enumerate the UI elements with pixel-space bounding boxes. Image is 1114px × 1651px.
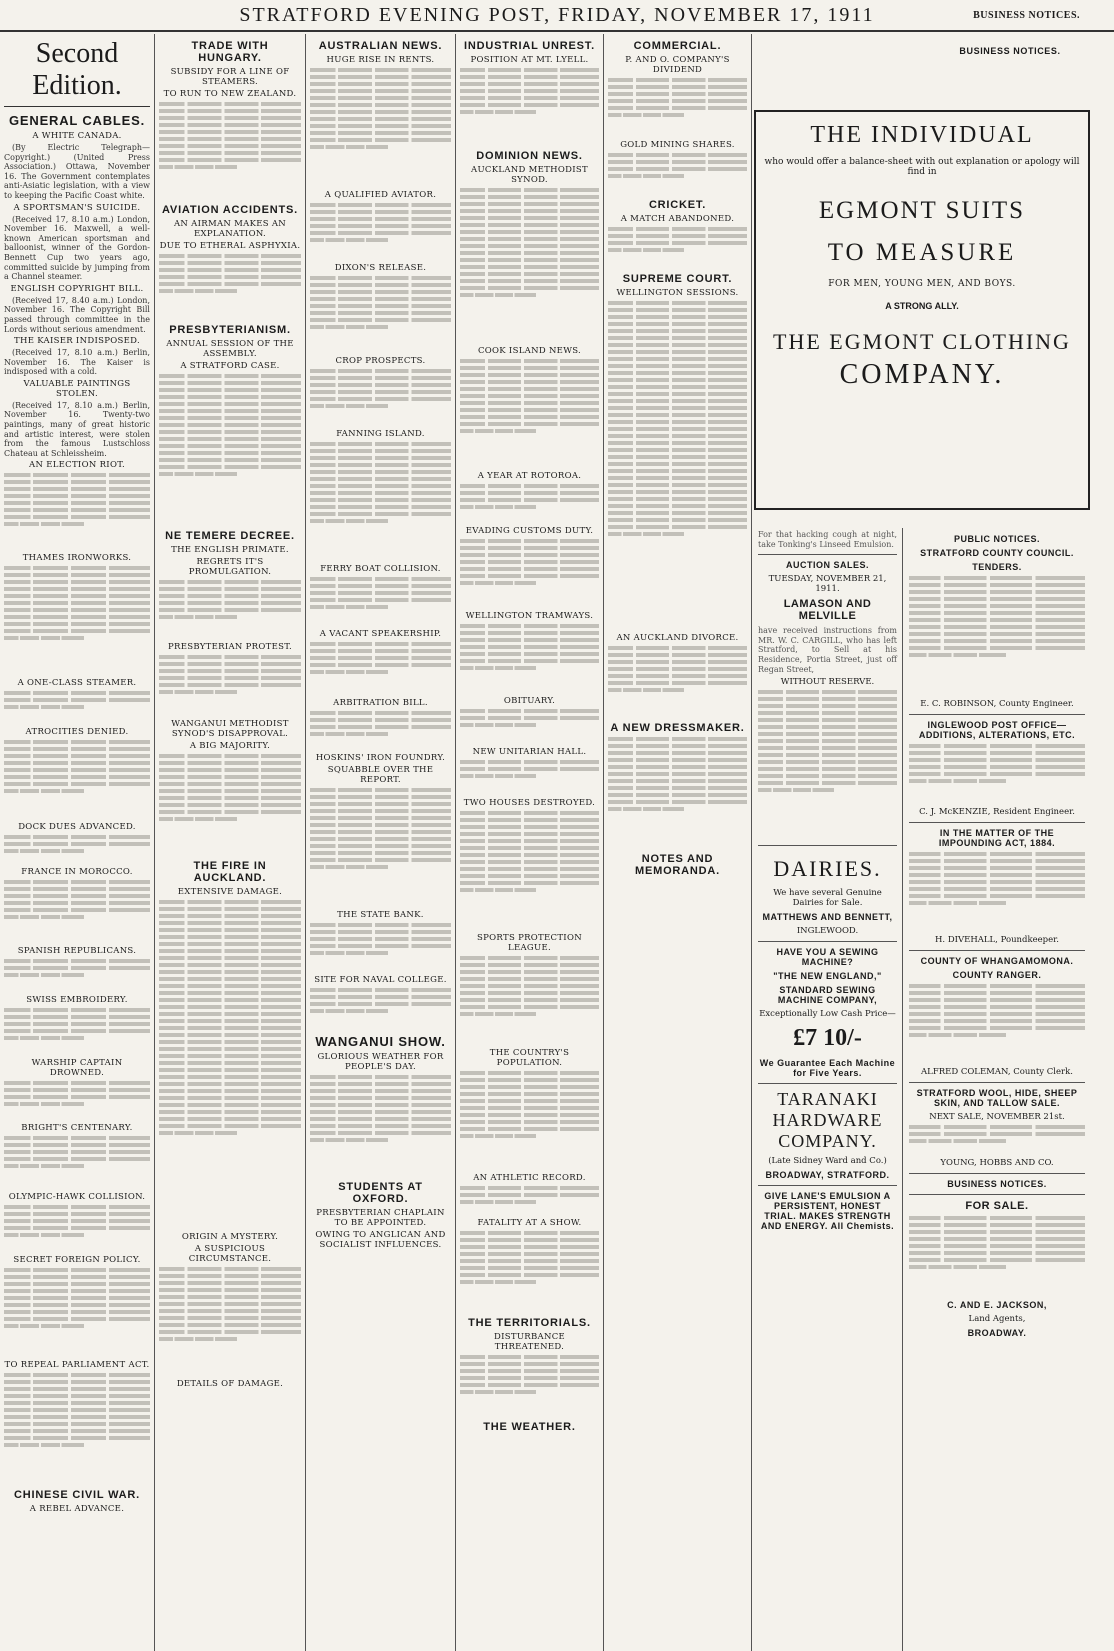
engineer-signature: E. C. ROBINSON, County Engineer. — [920, 699, 1074, 709]
text-block — [460, 1186, 599, 1216]
text-block — [4, 880, 150, 944]
business-notices-heading: BUSINESS NOTICES. — [947, 1179, 1047, 1189]
ad-company-name: COMPANY. — [839, 359, 1005, 390]
text-block — [460, 956, 599, 1046]
column-general-cables — [0, 34, 154, 1651]
text-block — [4, 566, 150, 676]
section-heading: SUPREME COURT. — [622, 273, 733, 285]
text-block — [4, 1008, 150, 1056]
sewing-machine-name: "THE NEW ENGLAND," — [773, 971, 882, 982]
text-block — [460, 811, 599, 931]
story-heading: A SPORTSMAN'S SUICIDE. — [13, 202, 141, 213]
ad-headline: EGMONT SUITS — [818, 197, 1026, 224]
story-heading: AN AIRMAN MAKES AN EXPLANATION. — [173, 219, 287, 239]
text-block — [608, 301, 747, 631]
story-heading: TO REPEAL PARLIAMENT ACT. — [4, 1360, 150, 1371]
story-heading: COOK ISLAND NEWS. — [477, 346, 582, 356]
story-heading: WELLINGTON SESSIONS. — [616, 288, 739, 298]
section-heading: THE WEATHER. — [483, 1421, 576, 1433]
story-heading: EXTENSIVE DAMAGE. — [177, 887, 283, 897]
ad-text: who would offer a balance-sheet with out explanation or apology will find in — [764, 157, 1080, 177]
sewing-price: £7 10/- — [793, 1025, 862, 1052]
taranaki-heading: COMPANY. — [778, 1131, 877, 1152]
text-block — [159, 655, 301, 717]
taranaki-heading: HARDWARE — [772, 1110, 883, 1131]
agents-sub: Land Agents, — [968, 1314, 1026, 1324]
story-heading: AN ELECTION RIOT. — [29, 460, 125, 471]
story-heading: ANNUAL SESSION OF THE ASSEMBLY. — [166, 339, 294, 359]
sewing-heading: HAVE YOU A SEWING MACHINE? — [776, 947, 879, 968]
story-heading: THE STATE BANK. — [337, 910, 424, 920]
masthead-title: STRATFORD EVENING POST, FRIDAY, NOVEMBER 17, 1911 — [239, 4, 875, 26]
text-block — [4, 1081, 150, 1121]
text-block — [4, 473, 150, 551]
story-heading: THE COUNTRY'S POPULATION. — [489, 1048, 570, 1068]
column-australian-news — [306, 34, 455, 1651]
section-heading: INDUSTRIAL UNREST. — [464, 40, 595, 52]
for-sale-heading: FOR SALE. — [965, 1200, 1029, 1212]
wool-sale-heading: STRATFORD WOOL, HIDE, SHEEP SKIN, AND TALLOW SALE. — [916, 1088, 1078, 1108]
lanes-emulsion-ad: GIVE LANE'S EMULSION A PERSISTENT, HONEST TRIAL. MAKES STRENGTH AND ENERGY. All Chemists. — [760, 1191, 895, 1232]
story-heading: A ONE-CLASS STEAMER. — [17, 678, 137, 689]
text-block — [608, 153, 747, 193]
divider — [758, 845, 897, 846]
column-industrial-dominion — [456, 34, 603, 1651]
ranger-heading: COUNTY RANGER. — [952, 970, 1042, 980]
public-notices-heading: PUBLIC NOTICES. — [953, 534, 1040, 544]
story-heading: DISTURBANCE THREATENED. — [493, 1332, 566, 1352]
text-block — [758, 690, 897, 840]
business-notices-label: BUSINESS NOTICES. — [959, 46, 1061, 56]
text-block — [159, 102, 301, 198]
story-heading: AUCKLAND METHODIST SYNOD. — [471, 165, 588, 185]
divider — [909, 950, 1085, 951]
clerk-signature: ALFRED COLEMAN, County Clerk. — [921, 1067, 1073, 1077]
story-heading: AN AUCKLAND DIVORCE. — [616, 633, 739, 643]
post-office-heading: INGLEWOOD POST OFFICE—ADDITIONS, ALTERATIONS, ETC. — [918, 720, 1076, 740]
story-heading: FANNING ISLAND. — [336, 429, 425, 439]
section-heading: WANGANUI SHOW. — [315, 1034, 446, 1049]
story-heading: SQUABBLE OVER THE REPORT. — [327, 765, 434, 785]
text-block — [310, 276, 451, 354]
story-heading: FRANCE IN MOROCCO. — [21, 867, 133, 878]
text-block — [460, 1231, 599, 1311]
taranaki-note: (Late Sidney Ward and Co.) — [768, 1156, 887, 1167]
ads-column-public-notices — [904, 530, 1090, 1651]
story-heading: SPANISH REPUBLICANS. — [17, 946, 137, 957]
story-heading: TO RUN TO NEW ZEALAND. — [163, 89, 297, 99]
section-heading: AUSTRALIAN NEWS. — [318, 40, 443, 52]
auction-reserve: WITHOUT RESERVE. — [780, 677, 875, 688]
story-heading: ORIGIN A MYSTERY. — [181, 1232, 279, 1242]
story-heading: P. AND O. COMPANY'S DIVIDEND — [625, 55, 730, 75]
story-heading: HUGE RISE IN RENTS. — [326, 55, 435, 65]
text-block — [608, 227, 747, 267]
masthead — [0, 0, 1114, 30]
text-block — [4, 1268, 150, 1358]
text-block — [608, 78, 747, 138]
auctioneer-name: LAMASON AND MELVILLE — [783, 598, 872, 623]
auction-text: have received instructions from MR. W. C. CARGILL, who has left Stratford, to Sell at his Residence, Portia Street, just off Regan Street, — [758, 626, 897, 674]
story-heading: AN ATHLETIC RECORD. — [473, 1173, 586, 1183]
story-body: (Received 17, 8.10 a.m.) Berlin, November 16. Twenty-two paintings, many of great historic and artistic interest, were stolen from the famous Lustschloss Chateau at Schleissheim. — [4, 400, 150, 458]
wool-firm: YOUNG, HOBBS AND CO. — [940, 1158, 1054, 1168]
ad-company-name: THE EGMONT CLOTHING — [773, 329, 1071, 354]
sewing-company: STANDARD SEWING MACHINE COMPANY, — [777, 985, 878, 1006]
text-block — [909, 984, 1085, 1064]
divider — [909, 714, 1085, 715]
story-heading: CROP PROSPECTS. — [335, 356, 426, 366]
story-heading: SITE FOR NAVAL COLLEGE. — [314, 975, 447, 985]
section-heading: THE TERRITORIALS. — [468, 1317, 591, 1329]
column-commercial — [604, 34, 751, 1651]
text-block — [310, 788, 451, 908]
column-trade-aviation — [155, 34, 305, 1651]
taranaki-heading: TARANAKI — [777, 1089, 878, 1110]
story-heading: DOCK DUES ADVANCED. — [18, 822, 136, 833]
taranaki-address: BROADWAY, STRATFORD. — [765, 1170, 890, 1181]
text-block — [460, 188, 599, 344]
story-heading: HOSKINS' IRON FOUNDRY. — [315, 753, 446, 763]
text-block — [909, 744, 1085, 804]
story-heading: A WHITE CANADA. — [32, 131, 122, 141]
text-block — [460, 760, 599, 796]
divider — [758, 554, 897, 555]
section-heading: COMMERCIAL. — [633, 40, 722, 52]
story-heading: DIXON'S RELEASE. — [334, 263, 427, 273]
text-block — [310, 369, 451, 427]
divider — [758, 1083, 897, 1084]
text-block — [608, 737, 747, 847]
story-heading: TWO HOUSES DESTROYED. — [463, 798, 596, 808]
text-block — [159, 1267, 301, 1377]
story-heading: PRESBYTERIAN PROTEST. — [168, 642, 292, 652]
story-heading: FERRY BOAT COLLISION. — [320, 564, 441, 574]
story-heading: A VACANT SPEAKERSHIP. — [319, 629, 442, 639]
story-heading: THAMES IRONWORKS. — [22, 553, 132, 564]
story-heading: SPORTS PROTECTION LEAGUE. — [477, 933, 582, 953]
story-heading: ARBITRATION BILL. — [333, 698, 428, 708]
text-block — [159, 900, 301, 1230]
masthead-business-notices: BUSINESS NOTICES. — [973, 10, 1080, 21]
text-block — [4, 740, 150, 820]
story-heading: WANGANUI METHODIST SYNOD'S DISAPPROVAL. — [171, 719, 289, 739]
story-heading: THE ENGLISH PRIMATE. — [171, 545, 289, 555]
story-heading: FATALITY AT A SHOW. — [477, 1218, 582, 1228]
section-heading: STUDENTS AT OXFORD. — [338, 1181, 423, 1205]
text-block — [909, 1125, 1085, 1155]
text-block — [460, 68, 599, 144]
text-block — [310, 68, 451, 188]
story-body: (Received 17, 8.10 a.m.) London, November 16. Maxwell, a well-known American sportsman and balloonist, winner of the Gordon-Bennett Cup two years ago, committed suicide by jumping from a Channel steamer. — [4, 214, 150, 282]
auction-date: TUESDAY, NOVEMBER 21, 1911. — [768, 574, 887, 595]
divider — [909, 1194, 1085, 1195]
text-block — [460, 359, 599, 469]
story-heading: ENGLISH COPYRIGHT BILL. — [10, 283, 144, 294]
text-block — [460, 709, 599, 745]
story-heading: OWING TO ANGLICAN AND SOCIALIST INFLUENCES. — [315, 1230, 446, 1250]
story-heading: ATROCITIES DENIED. — [25, 727, 129, 738]
story-heading: GOLD MINING SHARES. — [620, 140, 735, 150]
section-heading: PRESBYTERIANISM. — [169, 324, 291, 336]
section-heading: NE TEMERE DECREE. — [165, 530, 295, 542]
agents-address: BROADWAY. — [967, 1328, 1027, 1338]
section-heading: DOMINION NEWS. — [476, 150, 583, 162]
story-heading: A REBEL ADVANCE. — [29, 1504, 125, 1515]
dairies-text: We have several Genuine Dairies for Sale. — [773, 888, 882, 909]
text-block — [909, 1216, 1085, 1296]
dairies-firm: MATTHEWS AND BENNETT, — [762, 912, 893, 923]
text-block — [460, 539, 599, 609]
story-heading: OLYMPIC-HAWK COLLISION. — [8, 1192, 146, 1203]
story-heading: EVADING CUSTOMS DUTY. — [465, 526, 594, 536]
story-body: (By Electric Telegraph—Copyright.) (United Press Association.) Ottawa, November 16. The Government contemplates anti-Asiatic legislation, with a view to keeping the Pacific Coast white. — [4, 143, 150, 200]
ad-tagline: A STRONG ALLY. — [885, 301, 959, 311]
text-block — [310, 711, 451, 751]
story-heading: A YEAR AT ROTOROA. — [477, 471, 582, 481]
story-heading: A QUALIFIED AVIATOR. — [324, 190, 437, 200]
egmont-clothing-advertisement — [754, 110, 1090, 510]
section-heading: AVIATION ACCIDENTS. — [162, 204, 298, 216]
text-block — [4, 1136, 150, 1190]
text-block — [4, 1205, 150, 1253]
divider — [909, 1082, 1085, 1083]
text-block — [310, 442, 451, 562]
story-heading: VALUABLE PAINTINGS STOLEN. — [23, 378, 131, 399]
story-heading: BRIGHT'S CENTENARY. — [21, 1123, 133, 1134]
county-heading: COUNTY OF WHANGAMOMONA. — [920, 956, 1074, 966]
text-block — [608, 646, 747, 716]
section-heading: NOTES AND MEMORANDA. — [635, 853, 720, 877]
section-heading: GENERAL CABLES. — [9, 113, 145, 128]
text-block — [4, 959, 150, 993]
text-block — [460, 484, 599, 524]
text-block — [4, 835, 150, 865]
sewing-guarantee: We Guarantee Each Machine for Five Years. — [759, 1058, 896, 1079]
section-heading: A NEW DRESSMAKER. — [610, 722, 745, 734]
council-heading: STRATFORD COUNTY COUNCIL. — [920, 548, 1074, 558]
edition-title: Second Edition. — [4, 38, 150, 107]
section-heading: CHINESE CIVIL WAR. — [13, 1489, 141, 1502]
sewing-cash-label: Exceptionally Low Cash Price— — [759, 1009, 896, 1020]
story-heading: A MATCH ABANDONED. — [620, 214, 735, 224]
section-heading: CRICKET. — [648, 199, 707, 211]
story-heading: PRESBYTERIAN CHAPLAIN TO BE APPOINTED. — [316, 1208, 445, 1228]
text-block — [460, 1355, 599, 1415]
text-block — [159, 754, 301, 854]
section-heading: TRADE WITH HUNGARY. — [191, 40, 269, 64]
section-heading: THE FIRE IN AUCKLAND. — [193, 860, 267, 884]
ad-text: FOR MEN, YOUNG MEN, AND BOYS. — [828, 279, 1016, 289]
divider — [909, 822, 1085, 823]
story-heading: THE KAISER INDISPOSED. — [14, 336, 140, 347]
column-rule — [902, 528, 903, 1651]
text-block — [909, 852, 1085, 932]
story-heading: A SUSPICIOUS CIRCUMSTANCE. — [188, 1244, 272, 1264]
story-heading: SUBSIDY FOR A LINE OF STEAMERS. — [170, 67, 290, 87]
text-block — [4, 691, 150, 725]
text-block — [310, 203, 451, 261]
divider — [758, 1185, 897, 1186]
story-heading: POSITION AT MT. LYELL. — [470, 55, 589, 65]
poundkeeper-signature: H. DIVEHALL, Poundkeeper. — [935, 935, 1059, 945]
story-body: (Received 17, 8.40 a.m.) London, November 16. The Copyright Bill passed through committee in the Lords without serious amendment. — [4, 295, 150, 334]
text-block — [460, 624, 599, 694]
text-block — [310, 577, 451, 627]
story-heading: DUE TO ETHERAL ASPHYXIA. — [159, 241, 301, 251]
text-block — [310, 1075, 451, 1175]
column-rule — [751, 34, 752, 1651]
text-block — [159, 254, 301, 318]
text-block — [310, 923, 451, 973]
story-heading: WELLINGTON TRAMWAYS. — [465, 611, 594, 621]
story-heading: OBITUARY. — [503, 696, 556, 706]
story-body: (Received 17, 8.10 a.m.) Berlin, November 16. The Kaiser is indisposed with a cold. — [4, 348, 150, 377]
text-block — [460, 1071, 599, 1171]
story-heading: WARSHIP CAPTAIN DROWNED. — [31, 1058, 123, 1079]
masthead-rule — [0, 30, 1114, 32]
text-block — [310, 988, 451, 1028]
divider — [909, 1173, 1085, 1174]
story-heading: NEW UNITARIAN HALL. — [472, 747, 587, 757]
story-heading: A BIG MAJORITY. — [189, 741, 271, 751]
story-heading: A STRATFORD CASE. — [180, 361, 280, 371]
architect-signature: C. J. McKENZIE, Resident Engineer. — [919, 807, 1075, 817]
story-heading: DETAILS OF DAMAGE. — [176, 1379, 284, 1389]
wool-next-sale: NEXT SALE, NOVEMBER 21st. — [929, 1112, 1065, 1122]
story-heading: REGRETS IT'S PROMULGATION. — [188, 557, 272, 577]
ad-headline: THE INDIVIDUAL — [810, 122, 1034, 148]
agents-name: C. AND E. JACKSON, — [947, 1300, 1047, 1310]
text-block — [159, 374, 301, 524]
ad-note: For that hacking cough at night, take Tonking's Linseed Emulsion. — [758, 530, 897, 549]
story-heading: GLORIOUS WEATHER FOR PEOPLE'S DAY. — [317, 1052, 444, 1072]
ad-headline: TO MEASURE — [827, 239, 1017, 266]
auction-heading: AUCTION SALES. — [785, 560, 869, 571]
ads-column-auction — [753, 530, 902, 1651]
text-block — [310, 642, 451, 696]
dairies-town: INGLEWOOD. — [796, 926, 859, 937]
text-block — [159, 580, 301, 640]
story-heading: SECRET FOREIGN POLICY. — [13, 1255, 141, 1266]
text-block — [4, 1373, 150, 1483]
text-block — [909, 576, 1085, 696]
story-heading: SWISS EMBROIDERY. — [26, 995, 128, 1006]
impounding-heading: IN THE MATTER OF THE IMPOUNDING ACT, 1884. — [938, 828, 1056, 848]
divider — [758, 941, 897, 942]
tenders-heading: TENDERS. — [972, 562, 1022, 572]
dairies-heading: DAIRIES. — [773, 856, 882, 882]
